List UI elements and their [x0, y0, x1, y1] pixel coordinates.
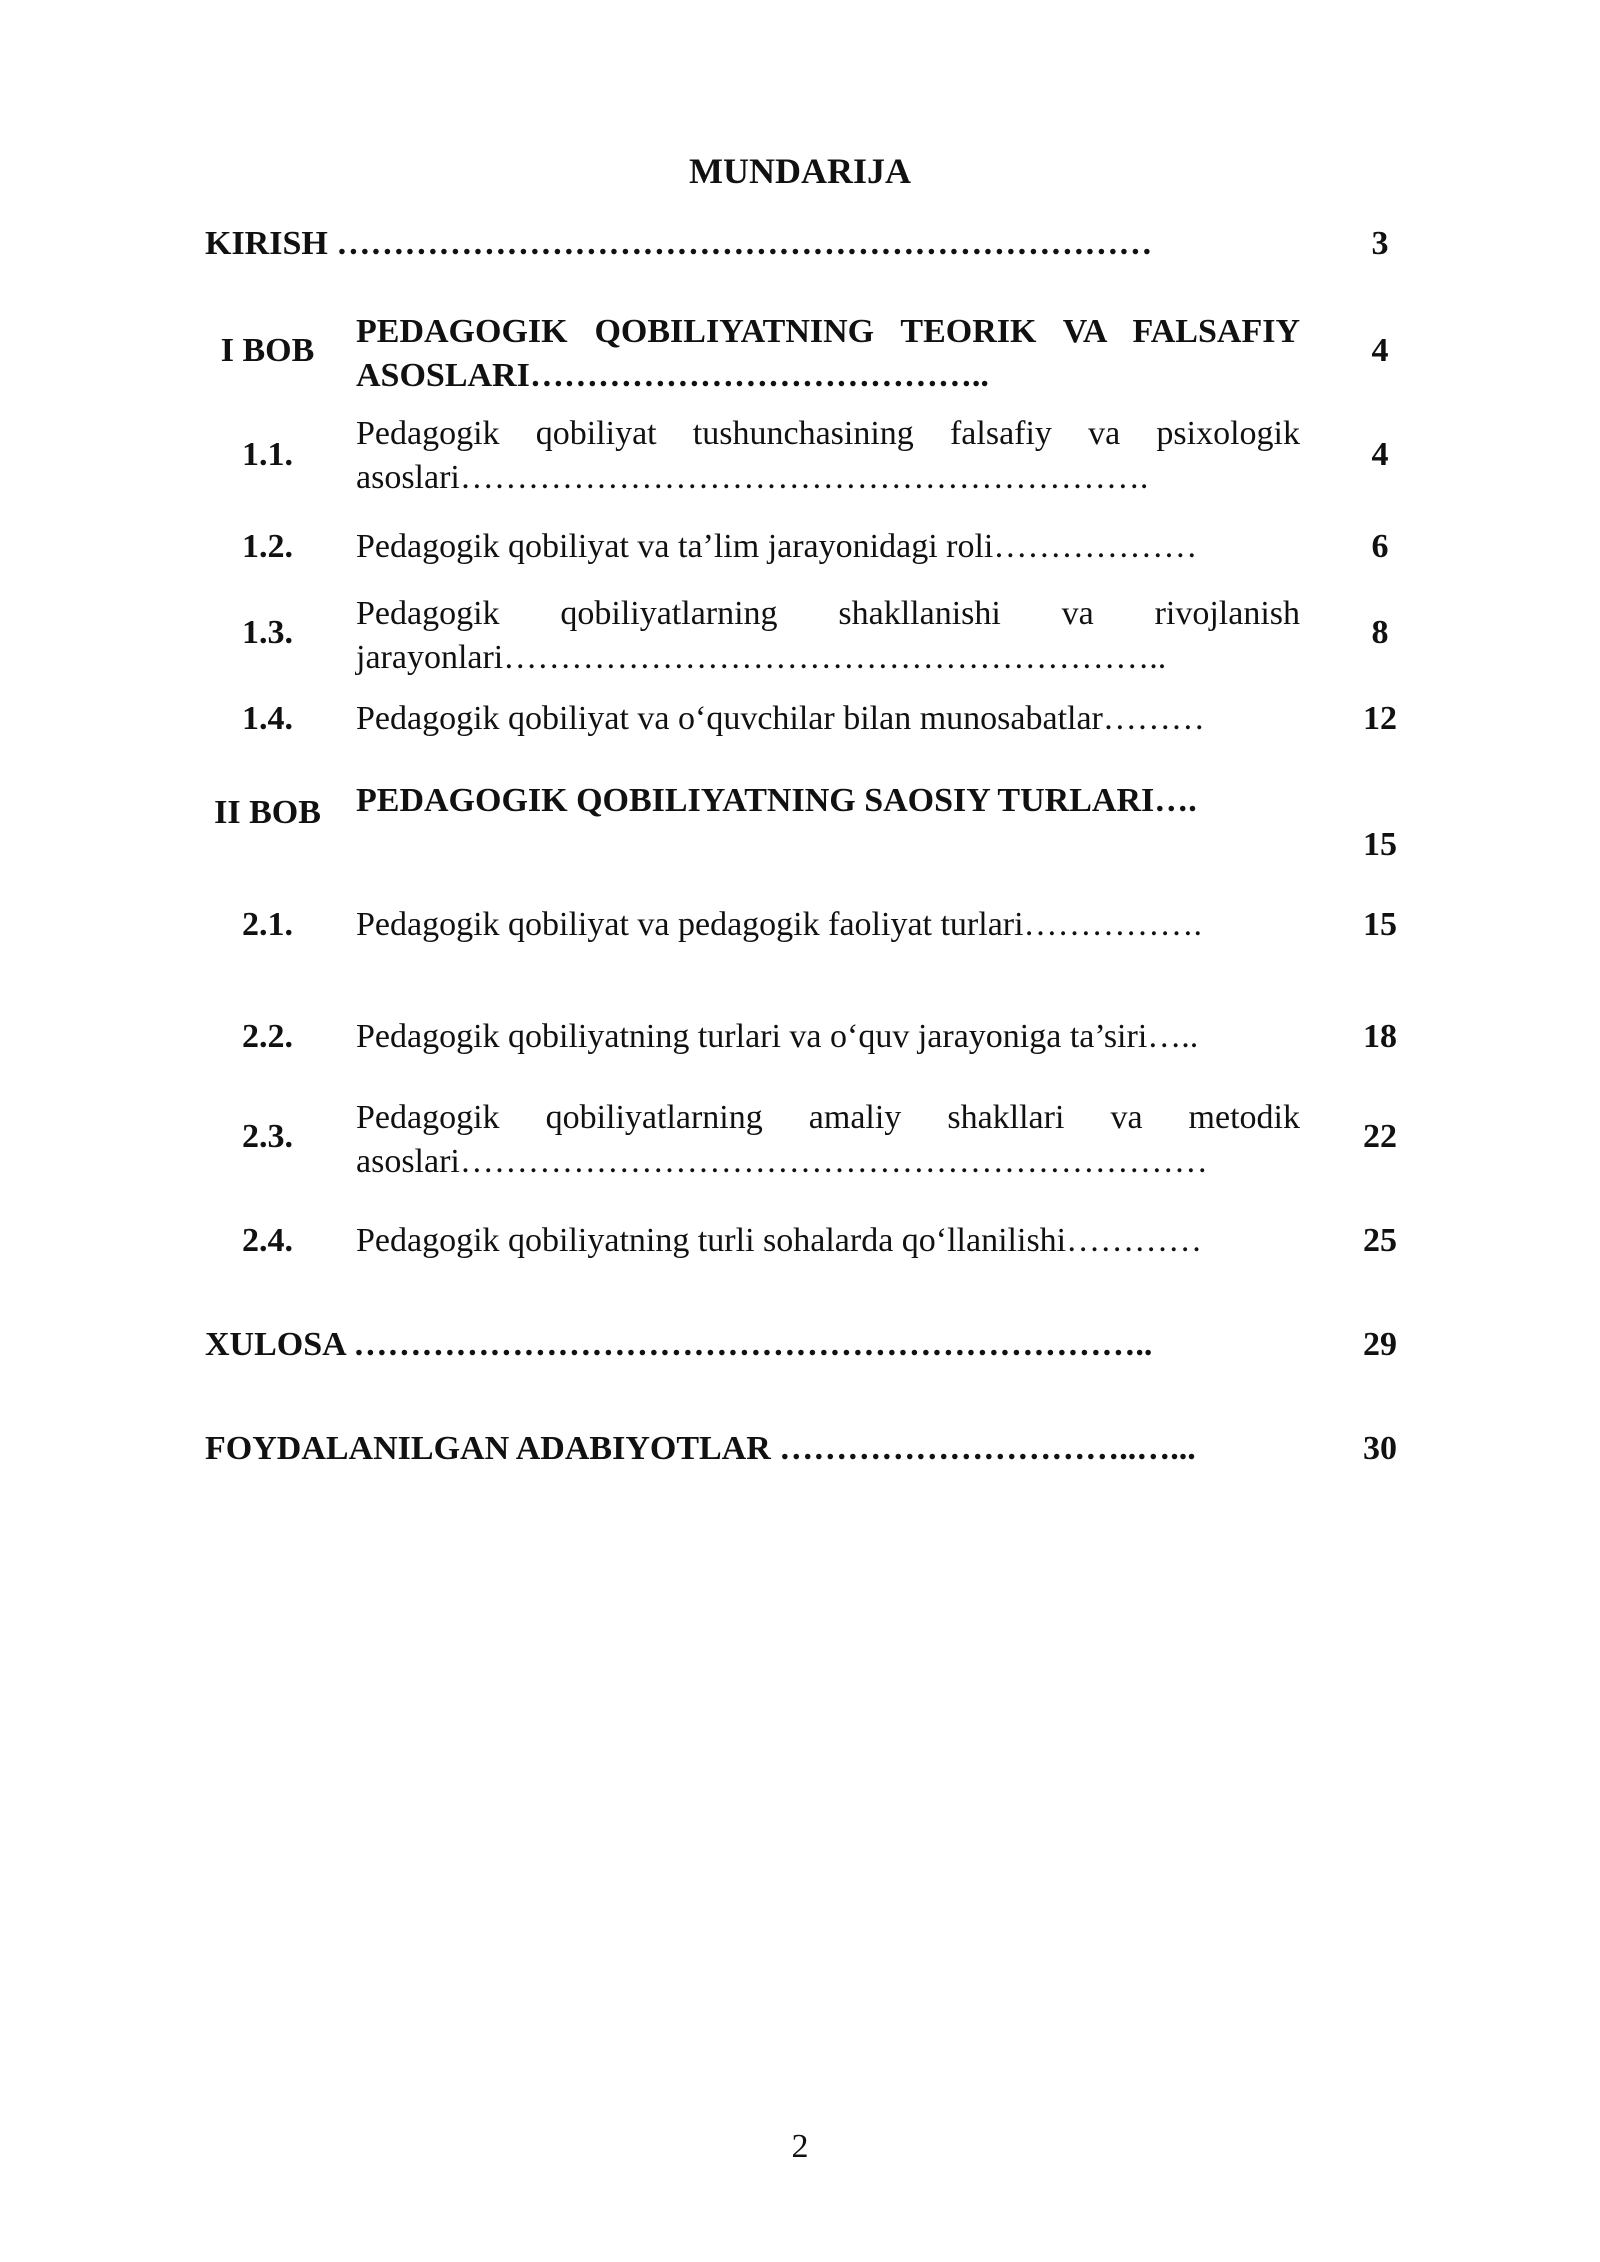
toc-section-number: 1.4.: [242, 700, 293, 737]
toc-entry-text: Pedagogik qobiliyat va o‘quvchilar bilan munosabatlar………: [356, 700, 1205, 737]
toc-entry-text: Pedagogik qobiliyatlarning amaliy shakllari va metodik asoslari…………………………………………………………: [356, 1099, 1300, 1180]
toc-section-number: 1.1.: [242, 436, 293, 473]
page-number: 2: [791, 2128, 809, 2165]
toc-section-number: 2.4.: [242, 1222, 293, 1259]
toc-page-number: 29: [1363, 1326, 1397, 1363]
toc-entry-text: PEDAGOGIK QOBILIYATNING SAOSIY TURLARI….: [356, 782, 1197, 819]
toc-page-number: 8: [1371, 614, 1389, 651]
toc-page-number: 3: [1371, 225, 1389, 262]
page-title: MUNDARIJA: [689, 151, 911, 191]
toc-page-number: 22: [1363, 1118, 1397, 1155]
toc-entry-text: Pedagogik qobiliyatning turli sohalarda qo‘llanilishi…………: [356, 1222, 1203, 1259]
toc-entry-text: PEDAGOGIK QOBILIYATNING TEORIK VA FALSAFIY ASOSLARI…………………………………..: [356, 313, 1300, 394]
toc-page-number: 25: [1363, 1222, 1397, 1259]
toc-page-number: 4: [1371, 436, 1389, 473]
toc-entry-text: XULOSA ……………………………………………………………..: [205, 1326, 1153, 1363]
toc-page-number: 15: [1363, 906, 1397, 943]
toc-page-number: 6: [1371, 528, 1389, 565]
toc-section-number: 2.1.: [242, 906, 293, 943]
toc-page-number: 15: [1363, 826, 1397, 863]
toc-entry-text: FOYDALANILGAN ADABIYOTLAR …………………………..…...: [205, 1430, 1196, 1467]
toc-page-number: 12: [1363, 700, 1397, 737]
toc-entry-text: Pedagogik qobiliyatlarning shakllanishi va rivojlanish jarayonlari…………………………………………………..: [356, 595, 1300, 676]
toc-entry-text: Pedagogik qobiliyatning turlari va o‘quv jarayoniga ta’siri…..: [356, 1018, 1199, 1055]
toc-chapter-number: I BOB: [220, 332, 315, 369]
toc-entry-text: Pedagogik qobiliyat va pedagogik faoliyat turlari…………….: [356, 906, 1203, 943]
toc-section-number: 1.2.: [242, 528, 293, 565]
toc-section-number: 2.2.: [242, 1018, 293, 1055]
toc-entry-text: Pedagogik qobiliyat tushunchasining falsafiy va psixologik asoslari…………………………………………………….: [356, 415, 1300, 496]
toc-page-number: 18: [1363, 1018, 1397, 1055]
toc-section-number: 2.3.: [242, 1118, 293, 1155]
toc-page-number: 30: [1363, 1430, 1397, 1467]
toc-chapter-number: II BOB: [214, 794, 321, 831]
toc-entry-text: Pedagogik qobiliyat va ta’lim jarayonidagi roli………………: [356, 528, 1198, 565]
toc-page-number: 4: [1371, 332, 1389, 369]
toc-entry-text: KIRISH ………………………………………………………………: [205, 225, 1153, 262]
toc-section-number: 1.3.: [242, 614, 293, 651]
